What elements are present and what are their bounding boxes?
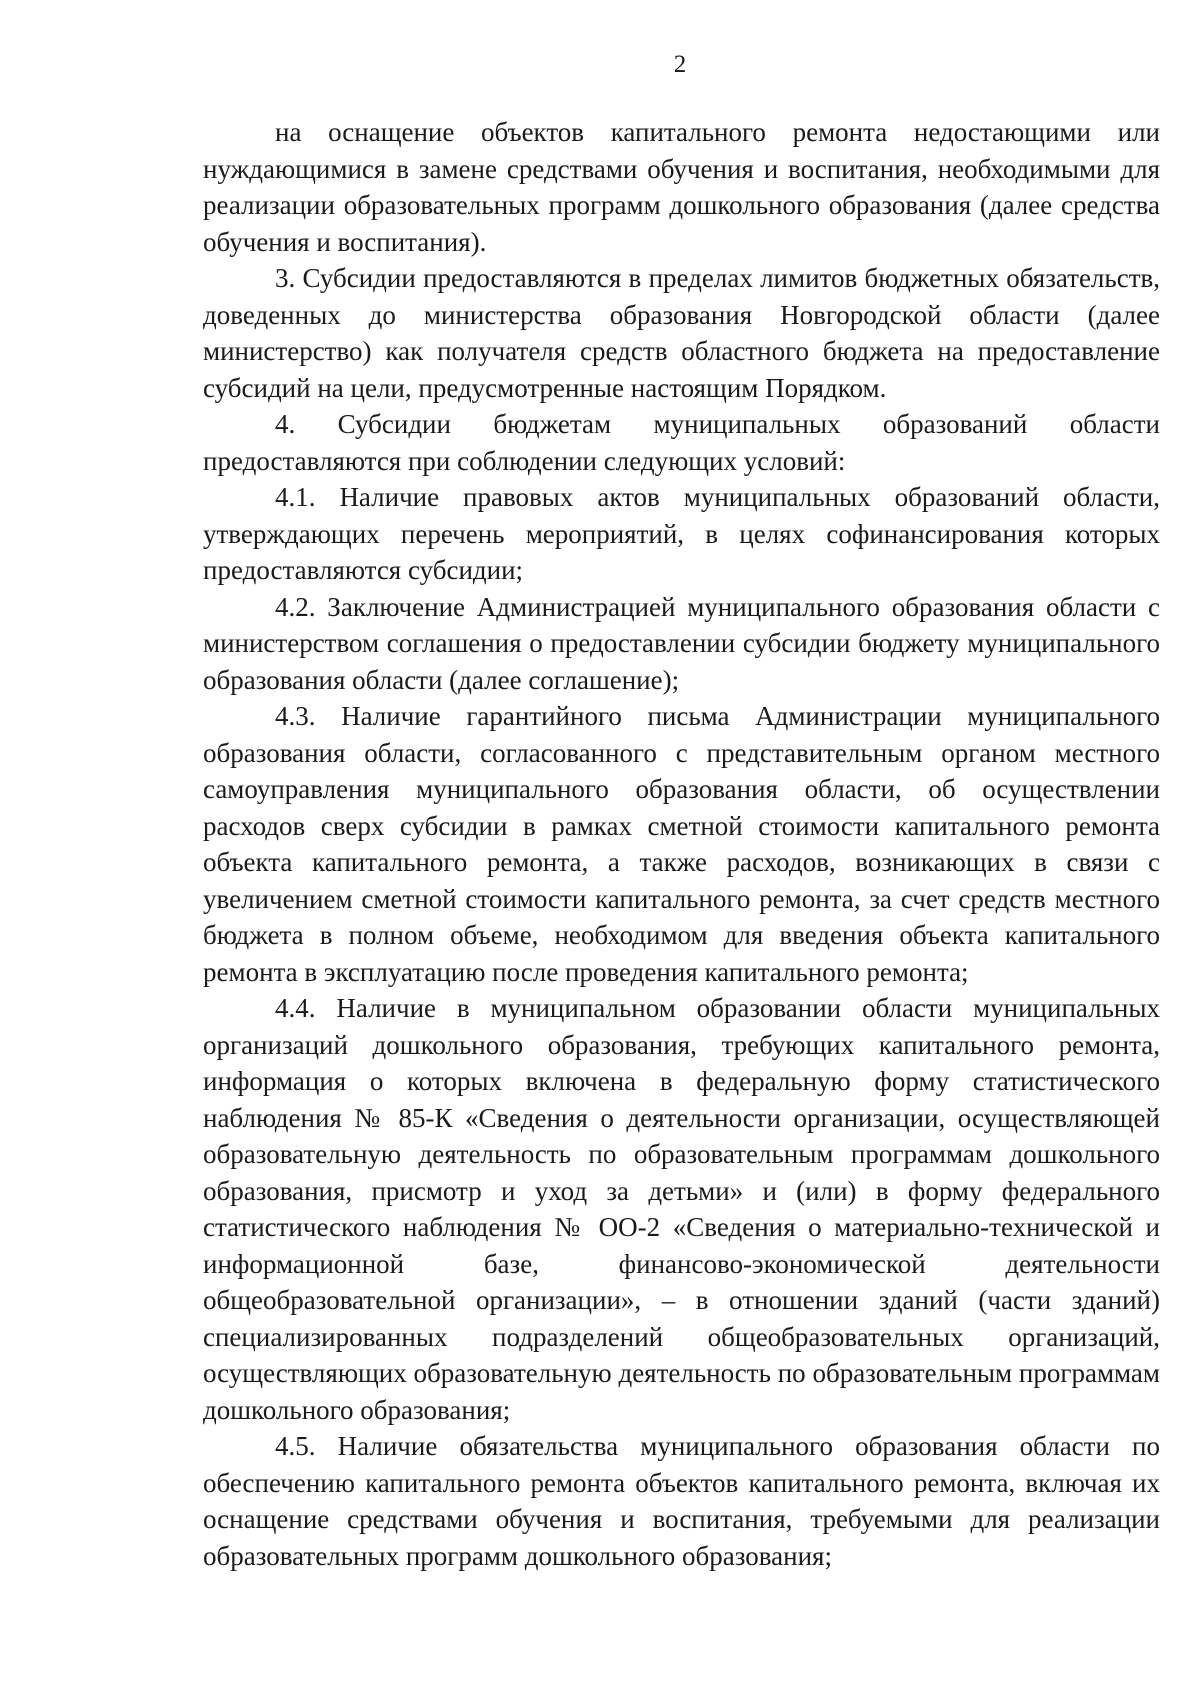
- paragraph-3: 3. Субсидии предоставляются в пределах лимитов бюджетных обязательств, доведенных до министерства образования Новгородской области (далее министерство) как получателя средств областного бюджета на предоставление субсидий на цели, предусмотренные настоящим Порядком.: [203, 263, 1160, 403]
- paragraph-intro: на оснащение объектов капитального ремонта недостающими или нуждающимися в замене средствами обучения и воспитания, необходимыми для реализации образовательных программ дошкольного образования (далее средства обучения и воспитания).: [203, 117, 1160, 257]
- paragraph-4-4: 4.4. Наличие в муниципальном образовании области муниципальных организаций дошкольного образования, требующих капитального ремонта, информация о которых включена в федеральную форму статистического наблюдения № 85-К «Сведения о деятельности организации, осуществляющей образовательную деятельность по образовательным программам дошкольного образования, присмотр и уход за детьми» и (или) в форму федерального статистического наблюдения № ОО-2 «Сведения о материально-технической и информационной базе, финансово-экономической деятельности общеобразовательной организации», – в отношении зданий (части зданий) специализированных подразделений общеобразовательных организаций, осуществляющих образовательную деятельность по образовательным программам дошкольного образования;: [203, 993, 1160, 1425]
- document-body: [203, 114, 1160, 1574]
- paragraph-4-3: 4.3. Наличие гарантийного письма Администрации муниципального образования области, согласованного с представительным органом местного самоуправления муниципального образования области, об осуществлении расходов сверх субсидии в рамках сметной стоимости капитального ремонта объекта капитального ремонта, а также расходов, возникающих в связи с увеличением сметной стоимости капитального ремонта, за счет средств местного бюджета в полном объеме, необходимом для введения объекта капитального ремонта в эксплуатацию после проведения капитального ремонта;: [203, 701, 1160, 987]
- paragraph-4-2: 4.2. Заключение Администрацией муниципального образования области с министерством соглашения о предоставлении субсидии бюджету муниципального образования области (далее соглашение);: [203, 591, 1160, 695]
- paragraph-4: 4. Субсидии бюджетам муниципальных образований области предоставляются при соблюдении следующих условий:: [203, 409, 1160, 476]
- paragraph-4-5: 4.5. Наличие обязательства муниципального образования области по обеспечению капитального ремонта объектов капитального ремонта, включая их оснащение средствами обучения и воспитания, требуемыми для реализации образовательных программ дошкольного образования;: [203, 1431, 1160, 1571]
- page-number: 2: [673, 51, 687, 78]
- paragraph-4-1: 4.1. Наличие правовых актов муниципальных образований области, утверждающих перечень мероприятий, в целях софинансирования которых предоставляются субсидии;: [203, 482, 1160, 585]
